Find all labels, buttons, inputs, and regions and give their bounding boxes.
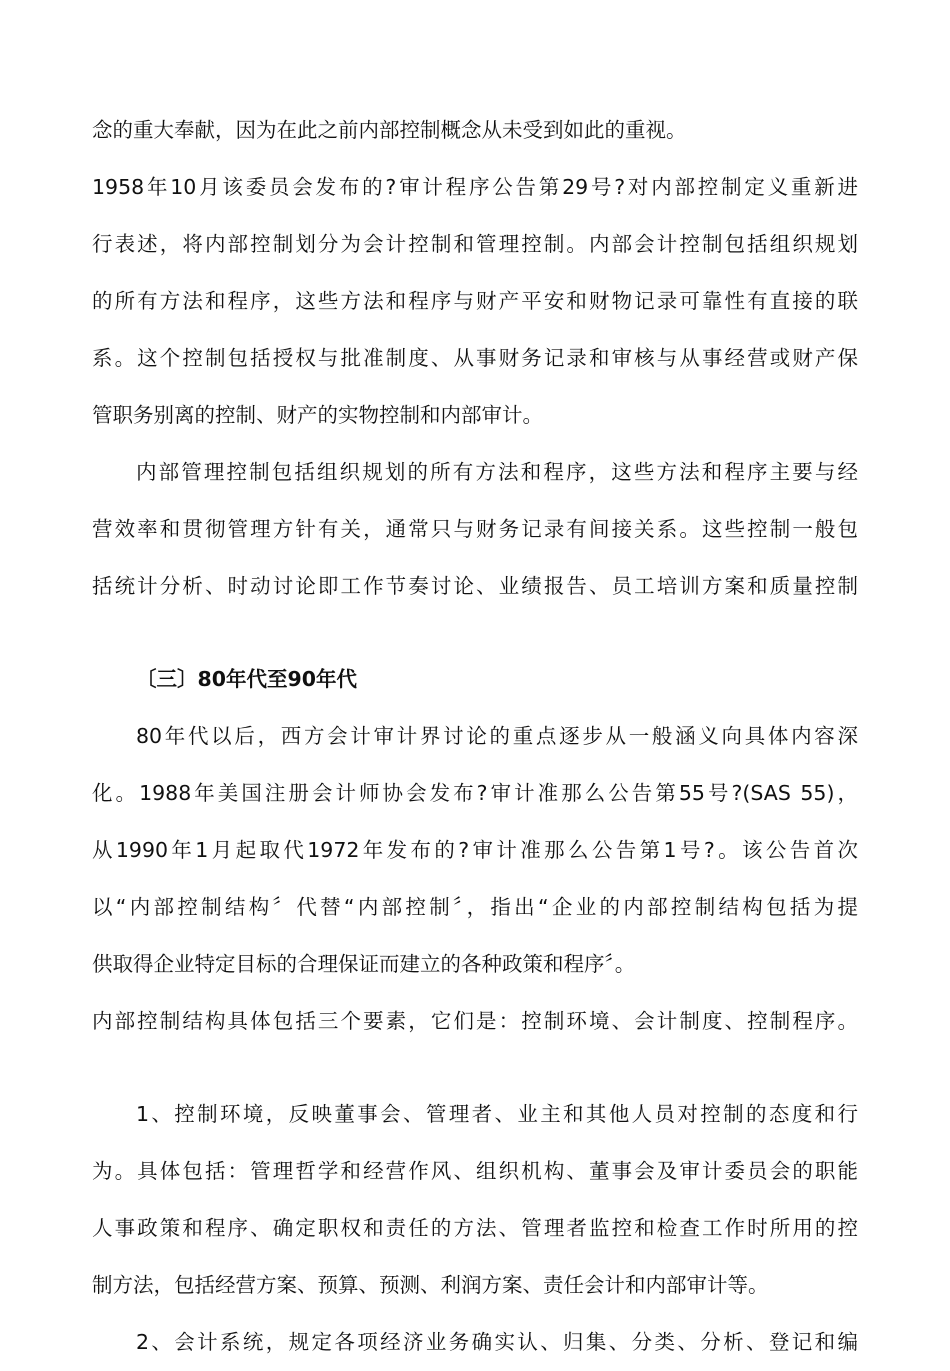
section-heading: 〔三〕80年代至90年代 xyxy=(136,667,358,691)
paragraph-line: 1958年10月该委员会发布的?审计程序公告第29号?对内部控制定义重新进 xyxy=(92,175,858,199)
paragraph-spacer xyxy=(92,1050,858,1086)
list-item-line: 为。具体包括：管理哲学和经营作风、组织机构、董事会及审计委员会的职能 xyxy=(92,1159,858,1183)
paragraph-line: 内部管理控制包括组织规划的所有方法和程序，这些方法和程序主要与经 xyxy=(136,460,858,484)
paragraph-line: 化。1988年美国注册会计师协会发布?审计准那么公告第55号?(SAS 55)， xyxy=(92,781,858,805)
paragraph-line: 从1990年1月起取代1972年发布的?审计准那么公告第1号?。该公告首次 xyxy=(92,838,858,862)
list-item-line: 1、控制环境，反映董事会、管理者、业主和其他人员对控制的态度和行 xyxy=(136,1102,858,1126)
paragraph-spacer xyxy=(92,615,858,651)
paragraph-line: 管职务别离的控制、财产的实物控制和内部审计。 xyxy=(92,403,543,427)
paragraph-line: 供取得企业特定目标的合理保证而建立的各种政策和程序〞。 xyxy=(92,952,636,976)
paragraph-line: 营效率和贯彻管理方针有关，通常只与财务记录有间接关系。这些控制一般包 xyxy=(92,517,858,541)
paragraph-line: 80年代以后，西方会计审计界讨论的重点逐步从一般涵义向具体内容深 xyxy=(136,724,858,748)
paragraph-line: 内部控制结构具体包括三个要素，它们是：控制环境、会计制度、控制程序。 xyxy=(92,1009,858,1033)
list-item-line: 2、会计系统，规定各项经济业务确实认、归集、分类、分析、登记和编 xyxy=(136,1330,858,1354)
paragraph-line: 行表述，将内部控制划分为会计控制和管理控制。内部会计控制包括组织规划 xyxy=(92,232,858,256)
paragraph-line: 以“内部控制结构〞代替“内部控制〞，指出“企业的内部控制结构包括为提 xyxy=(92,895,858,919)
list-item-line: 制方法，包括经营方案、预算、预测、利润方案、责任会计和内部审计等。 xyxy=(92,1273,769,1297)
paragraph-line: 系。这个控制包括授权与批准制度、从事财务记录和审核与从事经营或财产保 xyxy=(92,346,858,370)
document-page xyxy=(92,102,858,1371)
paragraph-line: 念的重大奉献，因为在此之前内部控制概念从未受到如此的重视。 xyxy=(92,118,687,142)
list-item-line: 人事政策和程序、确定职权和责任的方法、管理者监控和检查工作时所用的控 xyxy=(92,1216,858,1240)
paragraph-line: 的所有方法和程序，这些方法和程序与财产平安和财物记录可靠性有直接的联 xyxy=(92,289,858,313)
paragraph-line: 括统计分析、时动讨论即工作节奏讨论、业绩报告、员工培训方案和质量控制 xyxy=(92,574,858,598)
